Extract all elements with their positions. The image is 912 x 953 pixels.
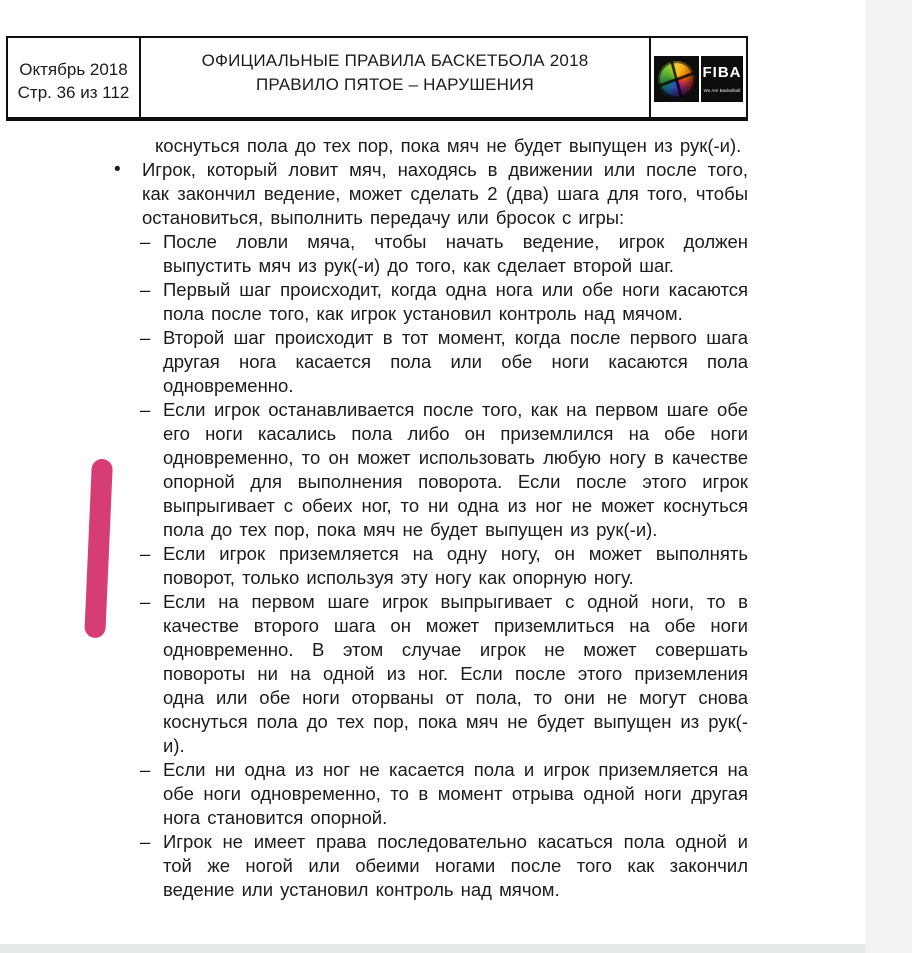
- page-bottom-edge: [0, 944, 865, 953]
- rule-item: [0, 278, 912, 326]
- dash-icon: –: [140, 543, 151, 564]
- bullet-icon: •: [114, 159, 121, 180]
- dash-icon: –: [140, 591, 151, 612]
- dash-icon: –: [140, 399, 151, 420]
- fiba-logo-text: FIBA: [702, 64, 742, 81]
- dash-icon: –: [140, 327, 151, 348]
- rule-text: Первый шаг происходит, когда одна нога или обе ноги касаются пола после того, как игрок установил контроль над мячом.: [163, 279, 748, 324]
- header-date: Октябрь 2018: [19, 59, 128, 79]
- header-logo-cell: [651, 38, 746, 117]
- rule-text: коснуться пола до тех пор, пока мяч не будет выпущен из рук(-и).: [155, 135, 742, 156]
- rule-item: [0, 830, 912, 902]
- header-date-cell: [8, 38, 141, 117]
- rule-text: Если на первом шаге игрок выпрыгивает с одной ноги, то в качестве второго шага он может приземлиться на обе ноги одновременно. В этом случае игрок не может совершать повороты ни на одной из ног. Если после этого приземления одна или обе ноги оторваны от пола, то они не могут снова коснуться пола до тех пор, пока мяч не будет выпущен из рук(-и).: [163, 591, 748, 756]
- rule-item: [0, 158, 912, 230]
- rule-text: Игрок, который ловит мяч, находясь в движении или после того, как закончил ведение, может сделать 2 (два) шага для того, чтобы остановиться, выполнить передачу или бросок с игры:: [142, 159, 748, 228]
- rule-item: [0, 398, 912, 542]
- fiba-tagline: We Are Basketball: [703, 88, 741, 93]
- page-right-edge: [865, 0, 912, 953]
- header-page-number: Стр. 36 из 112: [17, 82, 130, 102]
- header-title-cell: [141, 38, 651, 117]
- rule-item: [0, 758, 912, 830]
- document-title: ОФИЦИАЛЬНЫЕ ПРАВИЛА БАСКЕТБОЛА 2018: [201, 51, 589, 70]
- rule-item: [0, 590, 912, 758]
- rule-item: [0, 326, 912, 398]
- rule-text: После ловли мяча, чтобы начать ведение, игрок должен выпустить мяч из рук(-и) до того, как сделает второй шаг.: [163, 231, 748, 276]
- rule-text: Игрок не имеет права последовательно касаться пола одной и той же ногой или обеими ногами после того как закончил ведение или установил контроль над мячом.: [163, 831, 748, 900]
- page-header: [6, 36, 748, 121]
- rules-text-block: [0, 134, 912, 902]
- dash-icon: –: [140, 279, 151, 300]
- rule-item: [0, 230, 912, 278]
- fiba-wordmark: [701, 56, 743, 102]
- dash-icon: –: [140, 759, 151, 780]
- rule-text: Второй шаг происходит в тот момент, когда после первого шага другая нога касается пола или обе ноги касаются пола одновременно.: [163, 327, 748, 396]
- dash-icon: –: [140, 231, 151, 252]
- rule-text: Если игрок приземляется на одну ногу, он может выполнять поворот, только используя эту ногу как опорную ногу.: [163, 543, 748, 588]
- rule-item: [0, 542, 912, 590]
- dash-icon: –: [140, 831, 151, 852]
- basketball-globe-icon: [658, 61, 695, 98]
- rule-item: [0, 134, 912, 158]
- rule-text: Если ни одна из ног не касается пола и игрок приземляется на обе ноги одновременно, то в момент отрыва одной ноги другая нога становится опорной.: [163, 759, 748, 828]
- fiba-globe-logo: [654, 56, 699, 102]
- document-subtitle: ПРАВИЛО ПЯТОЕ – НАРУШЕНИЯ: [255, 75, 535, 94]
- rule-text: Если игрок останавливается после того, как на первом шаге обе его ноги касались пола либо он приземлился на обе ноги одновременно, то он может использовать любую ногу в качестве опорной для выполнения поворота. Если после этого игрок выпрыгивает с обеих ног, то ни одна из ног не может коснуться пола до тех пор, пока мяч не будет выпущен из рук(-и).: [163, 399, 748, 540]
